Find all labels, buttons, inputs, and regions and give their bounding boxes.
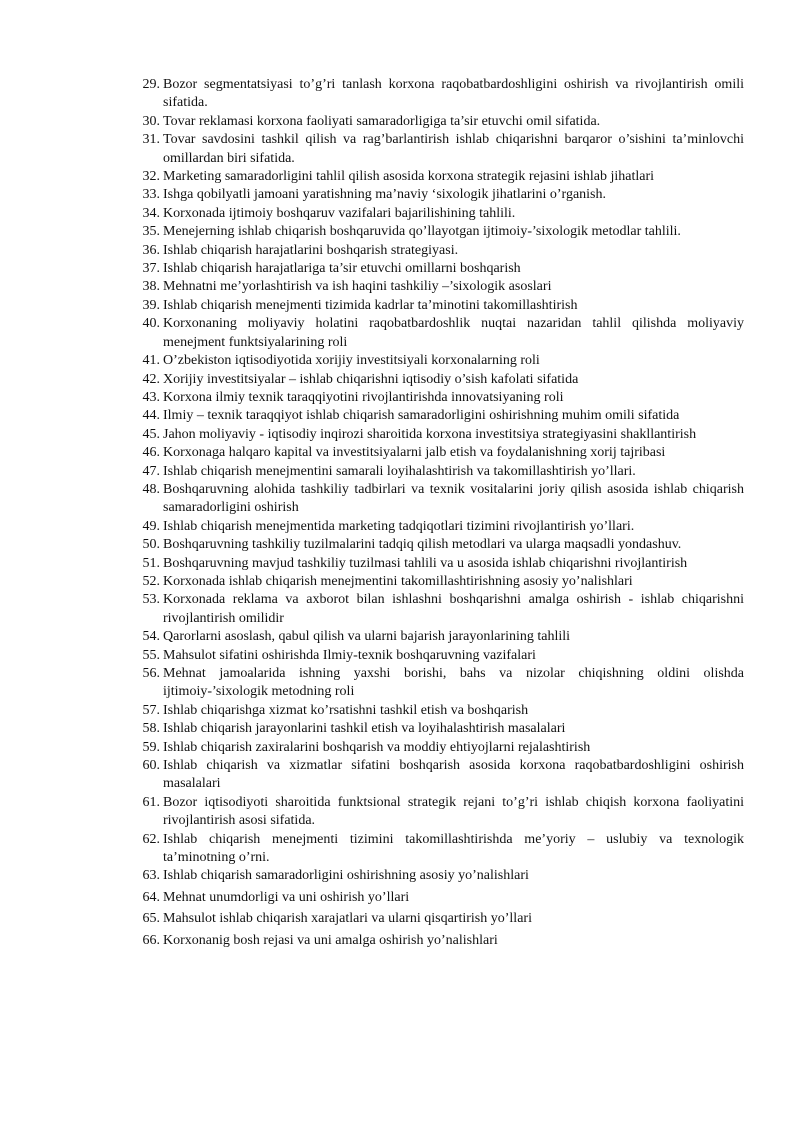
topic-text: Ishlab chiqarishga xizmat ko’rsatishni tashkil etish va boshqarish: [163, 702, 529, 718]
topic-text: Mahsulot sifatini oshirishda Ilmiy-texnik boshqaruvning vazifalari: [163, 647, 536, 663]
topic-number: 63.: [142, 868, 160, 884]
topic-item: [132, 628, 744, 646]
topic-text: Tovar reklamasi korxona faoliyati samaradorligiga ta’sir etuvchi omil sifatida.: [163, 113, 601, 129]
topic-text: Qarorlarni asoslash, qabul qilish va ularni bajarish jarayonlarining tahlili: [163, 629, 571, 645]
topic-text: Xorijiy investitsiyalar – ishlab chiqarishni iqtisodiy o’sish kafolati sifatida: [163, 371, 579, 387]
topic-item: [132, 555, 744, 573]
topic-number: 66.: [142, 932, 160, 948]
topic-number: 32.: [142, 169, 160, 185]
topic-item: [132, 352, 744, 370]
topic-number: 57.: [142, 702, 160, 718]
topic-list: [132, 76, 744, 950]
topic-item: [132, 113, 744, 131]
topic-text: O’zbekiston iqtisodiyotida xorijiy investitsiyali korxonalarning roli: [163, 353, 540, 369]
topic-text: Boshqaruvning mavjud tashkiliy tuzilmasi tahlili va u asosida ishlab chiqarishni rivojlantirish: [163, 555, 688, 571]
topic-text: Ishga qobilyatli jamoani yaratishning ma’naviy ‘sixologik jihatlarini o’rganish.: [163, 187, 606, 203]
topic-number: 38.: [142, 279, 160, 295]
topic-number: 44.: [142, 408, 160, 424]
topic-item: [132, 665, 744, 702]
topic-number: 30.: [142, 113, 160, 129]
topic-text: Mehnatni me’yorlashtirish va ish haqini tashkiliy –’sixologik asoslari: [163, 279, 552, 295]
topic-item: [132, 932, 744, 950]
topic-number: 33.: [142, 187, 160, 203]
topic-item: [132, 186, 744, 204]
topic-text: Korxonanig bosh rejasi va uni amalga oshirish yo’nalishlari: [163, 932, 498, 948]
topic-item: [132, 444, 744, 462]
topic-item: [132, 297, 744, 315]
topic-number: 42.: [142, 371, 160, 387]
topic-number: 34.: [142, 205, 160, 221]
topic-text: Ishlab chiqarish jarayonlarini tashkil etish va loyihalashtirish masalalari: [163, 721, 566, 737]
topic-text: Ishlab chiqarish harajatlariga ta’sir etuvchi omillarni boshqarish: [163, 261, 521, 277]
topic-text: Ishlab chiqarish harajatlarini boshqarish strategiyasi.: [163, 242, 459, 258]
topic-text: Tovar savdosini tashkil qilish va rag’barlantirish ishlab chiqarishni barqaror o’sishini ta’minlovchi omillardan biri sifatida.: [163, 132, 744, 166]
topic-text: Ishlab chiqarish samaradorligini oshirishning asosiy yo’nalishlari: [163, 868, 529, 884]
topic-item: [132, 867, 744, 885]
topic-text: Ishlab chiqarish menejmentida marketing tadqiqotlari tizimini rivojlantirish yo’llari.: [163, 518, 635, 534]
topic-number: 36.: [142, 242, 160, 258]
topic-text: Korxonada reklama va axborot bilan ishlashni boshqarishni amalga oshirish - ishlab chiqarishni rivojlantirish omilidir: [163, 592, 744, 626]
topic-text: Ishlab chiqarish zaxiralarini boshqarish va moddiy ehtiyojlarni rejalashtirish: [163, 739, 591, 755]
topic-item: [132, 389, 744, 407]
topic-number: 58.: [142, 721, 160, 737]
topic-item: [132, 536, 744, 554]
topic-text: Ishlab chiqarish va xizmatlar sifatini boshqarish asosida korxona raqobatbardoshligini oshirish masalalari: [163, 758, 744, 792]
topic-text: Mehnat unumdorligi va uni oshirish yo’llari: [163, 889, 410, 905]
topic-item: [132, 76, 744, 113]
topic-item: [132, 407, 744, 425]
topic-number: 54.: [142, 629, 160, 645]
topic-item: [132, 278, 744, 296]
topic-item: [132, 739, 744, 757]
topic-item: [132, 205, 744, 223]
topic-item: [132, 794, 744, 831]
topic-text: Ishlab chiqarish menejmentini samarali loyihalashtirish va takomillashtirish yo’llari.: [163, 463, 636, 479]
topic-item: [132, 315, 744, 352]
topic-number: 56.: [142, 666, 160, 681]
topic-number: 29.: [142, 77, 160, 92]
topic-number: 55.: [142, 647, 160, 663]
topic-text: Korxonada ijtimoiy boshqaruv vazifalari bajarilishining tahlili.: [163, 205, 516, 221]
topic-number: 59.: [142, 739, 160, 755]
topic-item: [132, 223, 744, 241]
topic-item: [132, 910, 744, 928]
topic-text: Korxona ilmiy texnik taraqqiyotini rivojlantirishda innovatsiyaning roli: [163, 389, 564, 405]
topic-number: 53.: [142, 592, 160, 608]
topic-text: Ishlab chiqarish menejmenti tizimida kadrlar ta’minotini takomillashtirish: [163, 297, 578, 313]
topic-number: 43.: [142, 389, 160, 405]
topic-text: Boshqaruvning alohida tashkiliy tadbirlari va texnik vositalarini joriy qilish asosida ishlab chiqarish samaradorligini oshirish: [163, 481, 744, 516]
topic-text: Mehnat jamoalarida ishning yaxshi borishi, bahs va nizolar chiqishning oldini olishda ijtimoiy-’sixologik metodning roli: [163, 666, 744, 700]
topic-item: [132, 426, 744, 444]
topic-text: Korxonaga halqaro kapital va investitsiyalarni jalb etish va foydalanishning xorij tajribasi: [163, 445, 666, 461]
topic-item: [132, 702, 744, 720]
topic-item: [132, 463, 744, 481]
topic-text: Korxonada ishlab chiqarish menejmentini takomillashtirishning asosiy yo’nalishlari: [163, 573, 633, 589]
topic-number: 37.: [142, 261, 160, 277]
topic-number: 35.: [142, 224, 160, 240]
topic-item: [132, 720, 744, 738]
topic-item: [132, 591, 744, 628]
topic-number: 45.: [142, 426, 160, 442]
topic-number: 60.: [142, 758, 160, 774]
topic-item: [132, 518, 744, 536]
topic-item: [132, 131, 744, 168]
topic-text: Bozor segmentatsiyasi to’g’ri tanlash korxona raqobatbardoshligini oshirish va rivojlantirish omili sifatida.: [163, 77, 744, 111]
topic-number: 47.: [142, 463, 160, 479]
topic-number: 50.: [142, 537, 160, 553]
topic-item: [132, 260, 744, 278]
topic-item: [132, 889, 744, 907]
topic-item: [132, 573, 744, 591]
topic-number: 46.: [142, 445, 160, 461]
topic-number: 49.: [142, 518, 160, 534]
topic-item: [132, 831, 744, 868]
topic-item: [132, 371, 744, 389]
topic-item: [132, 481, 744, 518]
topic-text: Marketing samaradorligini tahlil qilish asosida korxona strategik rejasini ishlab jihatlari: [163, 169, 655, 185]
topic-text: Ilmiy – texnik taraqqiyot ishlab chiqarish samaradorligini oshirishning muhim omili sifatida: [163, 408, 680, 424]
topic-number: 62.: [142, 831, 160, 847]
topic-number: 51.: [142, 555, 160, 571]
topic-text: Mahsulot ishlab chiqarish xarajatlari va ularni qisqartirish yo’llari: [163, 911, 532, 927]
topic-number: 64.: [142, 889, 160, 905]
topic-number: 48.: [142, 481, 160, 497]
topic-number: 52.: [142, 573, 160, 589]
topic-text: Boshqaruvning tashkiliy tuzilmalarini tadqiq qilish metodlari va ularga maqsadli yondashuv.: [163, 537, 682, 553]
topic-text: Jahon moliyaviy - iqtisodiy inqirozi sharoitida korxona investitsiya strategiyasini shakllantirish: [163, 426, 697, 442]
topic-text: Bozor iqtisodiyoti sharoitida funktsional strategik rejani to’g’ri ishlab chiqish korxona faoliyatini rivojlantirish asosi sifatida.: [163, 794, 744, 829]
topic-number: 39.: [142, 297, 160, 313]
topic-text: Menejerning ishlab chiqarish boshqaruvida qo’llayotgan ijtimoiy-’sixologik metodlar tahlili.: [163, 224, 681, 240]
topic-item: [132, 647, 744, 665]
topic-text: Korxonaning moliyaviy holatini raqobatbardoshlik nuqtai nazaridan tahlil qilishda moliyaviy menejment funktsiyalarining roli: [163, 316, 744, 350]
topic-number: 31.: [142, 132, 160, 148]
topic-item: [132, 757, 744, 794]
topic-number: 65.: [142, 911, 160, 927]
topic-item: [132, 168, 744, 186]
topic-item: [132, 242, 744, 260]
topic-text: Ishlab chiqarish menejmenti tizimini takomillashtirishda me’yoriy – uslubiy va texnologik ta’minotning o’rni.: [163, 831, 744, 866]
topic-number: 61.: [142, 794, 160, 810]
topic-number: 40.: [142, 316, 160, 332]
topic-number: 41.: [142, 353, 160, 369]
